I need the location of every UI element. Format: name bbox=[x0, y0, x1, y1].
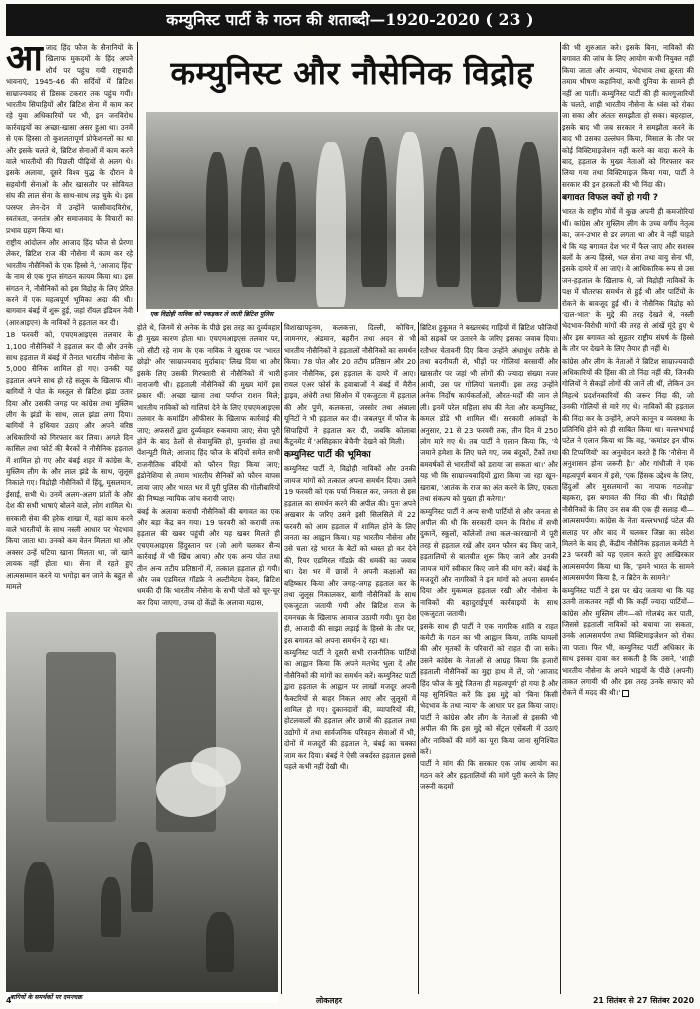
paragraph: ब्रिटिश हुकूमत ने बख्तरबंद गाड़ियों में ब्रिटिश फौजियों को सड़कों पर उतारने के जरिए इसका जवाब दिया। रतौभर चेतावनी दिए बिना उन्होंने अंधाधुंध तरीके से तथा बदनीयती से, भीड़ों पर गोलियां बरसायीं और खासतौर पर जहां भी लोगों की ज्यादा संख्या नजर आयी, उस पर गोलियां चलायीं। इस तरह उन्होंने अनेक निर्दोष कार्यकर्ताओं, औरत-मर्दों की जान ले ली। इनमें परेल महिला संघ की नेता और कम्युनिस्ट, कमल डोंडे भी शामिल थीं। सरकारी आंकड़ों के अनुसार, 21 से 23 फरवरी तक, तीन दिन में 250 लोग मारे गए थे। तब पार्टी ने एलान किया कि, 'ये जमाने हमेशा के लिए चले गए, जब बंदूकों, टैंकों तथा बमवर्षकों से भारतीयों को डराया जा सकता था।' और यह भी कि साम्राज्यवादियों द्वारा किया जा रहा खून-खराबा, 'आतंक के राज का अंत करने के लिए, एकता तथा संकल्प को पुख्ता ही करेगा।' bbox=[420, 323, 558, 504]
issue-dates: 21 सितंबर से 27 सितंबर 2020 bbox=[593, 996, 694, 1005]
paragraph: बंबई के अलावा कराची नौसैनिकों की बगावत का एक और बड़ा केंद्र बन गया। 19 फरवरी को कराची तक हड़ताल की खबर पहुंची और यह खबर मिलते ही एचएमआइएस हिंदुस्तान पर (जो आगे चलकर सैन्य कार्रवाई में भी खिंच आया) और एक अन्य पोत तथा तीन अन्य तटीय प्रतिष्ठानों में, तत्काल हड़ताल हो गयी। और जब एडमिरल गॉडफ्रे ने अल्टीमेटम देकर, ब्रिटिश धमकी दी कि भारतीय नौसेना के सभी पोतों को चूर-चूर कर दिया जाएगा, उच्च दो केंद्रों के अलावा मद्रास, bbox=[137, 506, 280, 607]
paragraph: विशाखापट्टनम, कलकत्ता, दिल्ली, कोचिन, जामनगर, अंडमान, बहरीन तथा अदन से भी भारतीय नौसैनिकों ने हड़तालों नौसैनिकों का समर्थन किया। 78 पोत और 20 तटीय प्रतिष्ठान और 20 हजार नौसैनिक, इस हड़ताल के दायरे में आए। रायल एअर फोर्स के हवाबाजों ने बंबई में मैरीन ड्राइव, अंधेरी तथा सिओन में एकजुटता में हड़ताल की और पुणे, कलकत्ता, जस्सोर तथा अंबाला यूनिटों ने भी हड़ताल कर दी। जबलपुर में फौज के सिपाहियों ने हड़ताल कर दी, जबकि कोलाबा कैंटूनमेंट में 'असिहकार बेचैनी' देखने को मिली। bbox=[284, 323, 416, 447]
subheading: बगावत विफल क्यों हो गयी ? bbox=[562, 193, 659, 204]
paragraph: होते थे, जिनमें से अनेक के पीछे इस तरह का दुर्व्यवहार ही मुख्य कारण होता था। एचएमआइएस तलवार पर, जो सीटी रहे नाम के एक नाविक ने खुराक पर 'भारत छोड़ो' और 'साम्राज्यवाद मुर्दाबाद' लिख दिया था और इसके लिए उसकी गिरफ्तारी से नौसैनिकों में भारी नाराजगी थी। हड़ताली नौसैनिकों की मुख्य मांगें इस प्रकार थीं: अच्छा खाना तथा पर्याप्त राशन मिले; भारतीय नाविकों को गालियां देने के लिए एचएमआइएस तलवार के कमांडिंग ऑफीसर के खिलाफ कार्रवाई की जाए; अफसरों द्वारा दुर्व्यवहार रुकवाया जाए; सेवा पूरी होने के बाद ठेलों से सेवामुक्ति हो, पुनर्वास हो तथा पेंशन्यूटी मिले; आजाद हिंद फौज के बंदियों समेत सभी राजनीतिक बंदियों को फौरन रिहा किया जाए; इंडोनेशिया से तमाम भारतीय सैनिकों को फौरन वापस लाया जाए और भारत भर में पूरी पुलिस की गोलीबारियों की निष्पक्ष न्यायिक जांच करायी जाए। bbox=[137, 323, 280, 504]
photo-caption: बागियों के समर्थकों पर दमनचक्र bbox=[6, 992, 278, 1003]
paragraph: सरकारी सेवा की हरेक शाखा में, वहां काम करने वाले भारतीयों के साथ नस्ली आधार पर भेदभाव किया जाता था। उनको कम वेतन मिलता था और अक्सर उन्हें घटिया खाना मिलता था, जो खाने लायक नहीं होता था। सेना में रहते हुए आत्मसम्मान करने या भगोड़ा बन जाने के बहुत से मामले bbox=[6, 513, 133, 592]
drop-cap: आ bbox=[6, 42, 43, 79]
paragraph: कम्युनिस्ट पार्टी ने दूसरी सभी राजनीतिक पार्टियों का आह्वान किया कि अपने मतभेद भुला दें और नौसैनिकों की मांगों का समर्थन करें। कम्युनिस्ट पार्टी द्वारा हड़ताल के आह्वान पर लाखों मजदूर अपनी फैक्टरियों से बाहर निकल आए और जुलूसों में शामिल हो गए। दुकानदारों की, व्यापारियों की, होटलवालों की हड़ताल और छात्रों की हड़ताल तथा उद्योगों में तथा सार्वजनिक परिवहन सेवाओं में भी, दोनों में मजदूरों की हड़ताल ने, बंबई का चक्का जाम कर दिया। बंबई ने ऐसी जबर्दस्त हड़ताल इससे पहले कभी नहीं देखी थी। bbox=[284, 647, 416, 772]
series-banner: कम्युनिस्ट पार्टी के गठन की शताब्दी—1920-2020 ( 23 ) bbox=[6, 4, 694, 36]
article-column-2 bbox=[137, 322, 280, 607]
article-column-5 bbox=[562, 42, 694, 994]
paragraph: राष्ट्रीय आंदोलन और आजाद हिंद फौज से प्रेरणा लेकर, ब्रिटिश राज की नौसेना में काम कर रहे भारतीय नौसैनिकों के एक हिस्से ने, 'आजाद हिंद' के नाम से एक गुप्त संगठन कायम किया था। इस संगठन ने, नौसैनिकों को इस विद्रोह के लिए प्रेरित करने में एक महत्वपूर्ण भूमिका अदा की थी। बागवान बंबई में शुरू हुई, जहां रॉयल इंडियन नेवी (आरआइएन) के नाविकों ने हड़ताल कर दी। bbox=[6, 237, 133, 327]
paragraph: कांग्रेस और लीग के नेताओं ने ब्रिटिश साम्राज्यवादी अधिकारियों की हिंसा की तो निंदा नहीं की, जिनकी गोलियों ने सैकड़ों लोगों की जानें ली थीं, लेकिन उन निहत्थे प्रदर्शनकारियों की जरूर निंदा की, जो उनकी गोलियों से मारे गए थे। नाविकों की हड़ताल की निंदा कर के उन्होंने, अपने कानून व व्यवस्था के प्रतिनिधि होने को ही साबित किया था। वल्लभभाई पटेल ने एलान किया था कि वह, 'कमांडर इन चीफ की टिप्पणियों' का अनुमोदन करते हैं कि 'नौसेना में अनुशासन होना जरूरी है।' और गांधीजी ने एक महत्वपूर्ण बयान में इसे, 'एक हिंसक उद्देश्य के लिए, हिंदुओं और मुसलमानों का नापाक गठजोड़' बहकरा, इस बगावत की निंदा की थी। विद्रोही नौसैनिकों के लिए उन सब की एक ही सलाह थी—आत्मसमर्पण। कांग्रेस के नेता वल्लभभाई पटेल की सलाह पर और बाद में चलकर जिन्ना का संदेश मिलने के बाद ही, केंद्रीय नौसैनिक हड़ताल कमेटी ने 23 फरवरी को यह एलान करते हुए आखिरकार आत्मसमर्पण किया था कि, 'हमने भारत के सामने आत्मसमर्पण किया है, न ब्रिटेन के सामने।' bbox=[562, 356, 694, 583]
article-headline: कम्युनिस्ट और नौसेनिक विद्रोह bbox=[170, 54, 534, 92]
photo-caption: एक विद्रोही नाविक को पकड़कर ले जाती ब्रिटिश पुलिस bbox=[146, 309, 558, 320]
subheading: कम्युनिस्ट पार्टी की भूमिका bbox=[284, 450, 371, 461]
paragraph: की भी शुरुआत करे। इसके बिना, नाविकों की बगावत की जांच के लिए आयोग कभी नियुक्त नहीं किया जाता और अन्याय, भेदभाव तथा क्रूरता की तमाम भीषण कहानियां, कभी दुनिया के सामने ही नहीं आ पातीं। कम्युनिस्ट पार्टी की ही कारगुजारियों के चलते, शाही भारतीय नौसेना के ध्वंस को रोका जा सका और अंततः समझौता हो सका। बहरहाल, इसके बाद भी जब सरकार ने समझौता करने के बाद भी उसका उल्लंघन किया, मिसाल के तौर पर कोई विक्टिमाइजेशन नहीं करने का वादा करने के बाद, हड़ताल के मुख्य नेताओं को गिरफ्तार कर लिया गया तथा विक्टिमाइज किया गया, पार्टी ने सरकार की इन हरकतों की भी निंदा की। bbox=[562, 43, 694, 189]
article-column-1 bbox=[6, 42, 133, 605]
paragraph: जाद हिंद फौज के सैनानियों के खिलाफ मुकदमों के हिंद अपने शौर्य पर पहुंच गयी राष्ट्रवादी भावनाएं, 1945-46 की सर्दियों में ब्रिटिश साम्राज्यवाद से डिसक टकरार तक पहुंच गयीं। भारतीय सिपाहियों और ब्रिटिश सेना में काम कर रहे युवा अधिकारियों पर भी, इन जनविरोध कार्रवाइयों का अच्छा-खासा असर हुआ था। उनमें से एक हिस्सा तो कुशलतापूर्ण प्रोफेशनलों का था और इसके चलते थे, ब्रिटिश सेनाओं में काम करने वाले भारतीयों की पिछली पीढ़ियों से अलग थे। इसके अलावा, दूसरे विश्व युद्ध के दौरान वे सहयोगी सेनाओं के और खासतौर पर सोवियत संघ की लाल सेना के साथ-साथ लड़ चुके थे। इस परस्पर लेन-देन में उन्होंने फासीवादविरोध, स्वतंत्रता, जनतंत्र और समाजवाद के विचारों का प्रभाव ग्रहण किया था। bbox=[6, 43, 133, 235]
paragraph: पार्टी ने मांग की कि सरकार एक जांच आयोग का गठन करे और हड़तालियों की मांगें पूरी करने के लिए जरूरी कदमों bbox=[420, 759, 558, 792]
paragraph: 18 फरवरी को, एचएमआइएस तलवार के 1,100 नौसैनिकों ने हड़ताल कर दी और उनके साथ हड़ताल में बंबई में तैनात भारतीय नौसेना के 5,000 सैनिक शामिल हो गए। उनकी यह हड़ताल अपने साथ हो रहे सलूक के खिलाफ थी। बागियों ने पोत के मस्तूल से ब्रिटिश झंडा उतार दिया और उसकी जगह पर कांग्रेस तथा मुस्लिम लीग के झंडों के साथ, लाल झंडा लगा दिया। बागियों ने हथियार उठाए और अपने वरिष्ठ अधिकारियों को गिरफ्तार कर लिया। अगले दिन कासिल तथा फोर्ट की बैरकों ने नौसैनिक हड़ताल में शामिल हो गए और बंबई शहर में कांग्रेस के, मुस्लिम लीग के और लाल झंडे के साथ, जुलूस निकाले गए। विद्रोही नौसैनिकों में हिंदू, मुसलमान, ईसाई, सभी थे। उनमें अलग-अलग प्रांतों के और देश की सभी भाषाएं बोलने वाले, लोग शामिल थे। bbox=[6, 330, 133, 511]
paragraph: भारत के राष्ट्रीय मोर्चे में कुछ अपनी ही कमजोरियां थीं। कांग्रेस और मुस्लिम लीग के उच्च वर्गीय नेतृत्व का, जन-उभार से डर लगता था और वे नहीं चाहते थे कि यह बगावत देश भर में फैल जाए और सशस्त्र बलों के अन्य हिस्से, भल सेना तथा वायु सेना भी, इसके दायरे में आ जाएं। वे आधिकारिक रूप से उस जन-हड़ताल के खिलाफ थे, जो विद्रोही नाविकों के पक्ष में चौतरफा समर्थन से हुई थी और पार्टियों के रोकने के बावजूद हुई थी। वे नौसैनिक विद्रोह को 'दाल-भात' के मुद्दे की तरह देखते थे, नस्ली भेदभाव-विरोधी मांगों की तरह से आंखें मूंदे हुए थे और इस बगावत को सुहतर राष्ट्रीय संघर्ष के हिस्से के तौर पर देखने के लिए तैयार ही नहीं थे। bbox=[562, 207, 694, 354]
page-number: 4 bbox=[6, 996, 12, 1005]
paragraph: कम्युनिस्ट पार्टी ने अन्य सभी पार्टियों से और जनता से अपील की थी कि सरकारी दमन के विरोध में सभी दुकानें, स्कूलों, कॉलेजों तथा कल-कारखानों में पूरी तरह से हड़ताल रखें और दमन फौरन बंद किए जाने, हड़तालियों से बातचीत शुरू किए जाने और उनकी जायज मांगें स्वीकार किए जाने की मांग करें। बंबई के मजदूरों और नागरिकों ने इन मांगों को अपना समर्थन दिया और मुकम्मल हड़ताल रखी और नौसेना के नाविकों की बहादुराईपूर्ण कार्रवाइयों के साथ एकजुटता जतायी। bbox=[420, 506, 558, 619]
photo-arrest-of-sailor bbox=[146, 112, 558, 317]
article-column-3 bbox=[284, 322, 416, 994]
paragraph: कम्युनिस्ट पार्टी ने इस पर खेद जताया था कि यह उतनी ताकतवर नहीं थी कि कहीं ज्यादा पार्टियों—कांग्रेस और मुस्लिम लीग—को गोलबंद कर पाती, जिससे हड़ताली नाविकों को बचाया जा सकता, उनके आत्मसमर्पण तथा विक्टिमाइजेशन को रोका जा पाता। फिर भी, कम्युनिस्ट पार्टी अधिकार के साथ इसका दावा कर सकती है कि उसने, 'शाही भारतीय नौसेना के अपने भाइयों के पीछे (अपनी) ताकत लगायी थी और इस तरह उनके सफाए को रोकने में मदद की थी।' bbox=[562, 585, 694, 698]
publication-name: लोकलहर bbox=[316, 996, 342, 1005]
paragraph: इसके साथ ही पार्टी ने एक नागरिक शांति व राहत कमेटी के गठन का भी आह्वान किया, ताकि घायलों की और मृतकों के परिवारों को राहत दी जा सके। उसने कांग्रेस के नेताओं से आग्रह किया कि हजारों हड़ताली नौसैनिकों का मुद्दा हाथ में लें, जो 'आजाद हिंद फौज के मुद्दे जितना ही महत्वपूर्ण' हो गया है और यह सुनिश्चित करें कि इस मुद्दे को 'बिना किसी भेदभाव के तथा न्याय' के आधार पर हल किया जाए। पार्टी ने कांग्रेस और लीग के नेताओं से इसकी भी अपील की कि इस मुद्दे को सेंट्रल एसेंबली में उठाएं और नाविकों की मांगें का पूरा किया जाना सुनिश्चित करें। bbox=[420, 621, 558, 757]
photo-street-clash bbox=[6, 612, 278, 992]
paragraph: कम्युनिस्ट पार्टी ने, विद्रोही नाविकों और उनकी जायज मांगों को तत्काल अपना समर्थन दिया। उसने 19 फरवरी को एक पर्चा निकाल कर, जनता से इस हड़ताल का समर्थन करने की अपील की। पुनः अपने अखबार के जरिए उसने इसी सिलसिले में 22 फरवरी को आम हड़ताल में शामिल होने के लिए जनता का आह्वान किया। यह भारतीय नौसेना और उसे चला रहे भारत के बेटों को ध्वस्त हो कर देने की, रियर एडमिरल गॉडफ्रे की धमकी का जवाब था। देश भर में छात्रों ने अपनी कक्षाओं का बहिष्कार किया और जगह-जगह हड़ताल कर के तथा जुलूस निकालकर, बागी नौसैनिकों के साथ एकजुटता जतायी गयी और ब्रिटिश राज के दमनचक्र के खिलाफ आवाज उठायी गयी। पूरा देश ही, आजादी की साझा लड़ाई के हिस्से के तौर पर, इस बगावत को अपना समर्थन दे रहा था। bbox=[284, 464, 416, 645]
article-column-4 bbox=[420, 322, 558, 994]
end-mark-icon bbox=[622, 690, 629, 697]
page-footer bbox=[6, 996, 694, 1008]
